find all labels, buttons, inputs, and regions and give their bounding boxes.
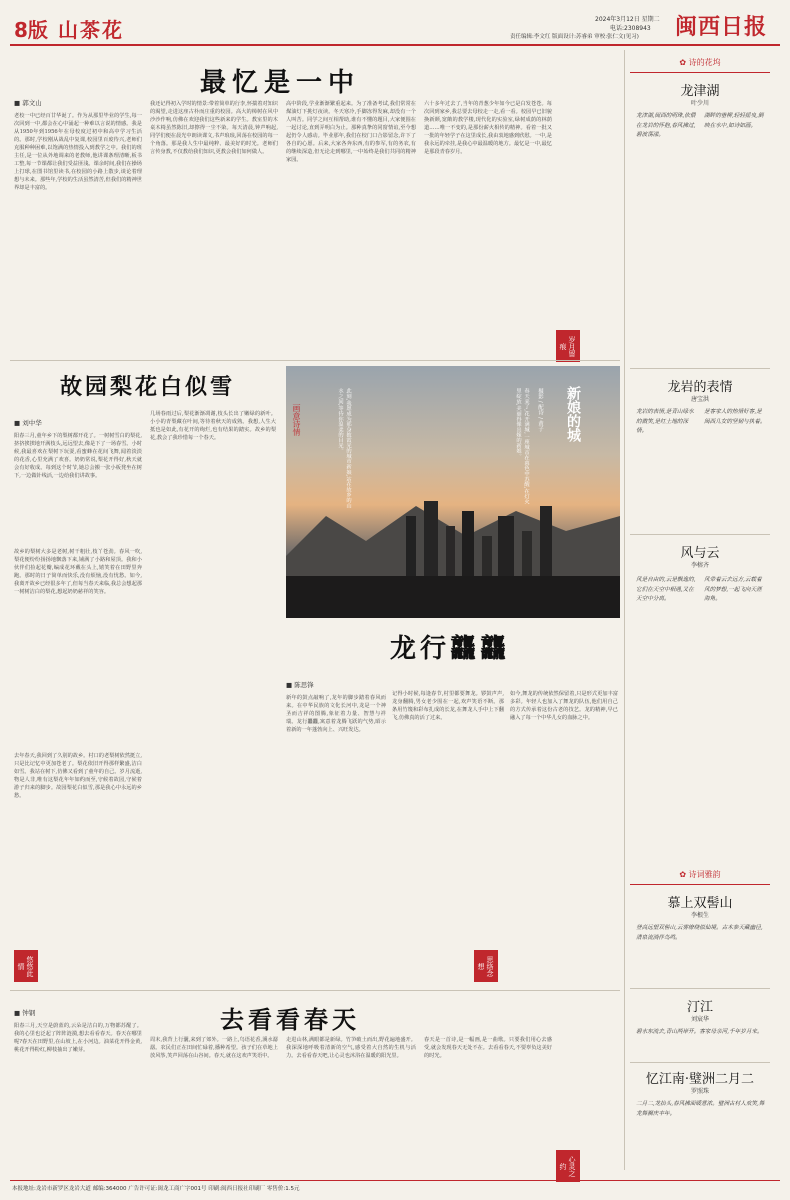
photo-credit: 摄影 / 配诗 / 黄子 xyxy=(537,388,543,432)
tag-thoughts: 思络念想 xyxy=(474,950,498,982)
pen-icon: ■ xyxy=(14,99,23,107)
right-header-classics-label: 诗词雅韵 xyxy=(688,870,721,879)
article4-author xyxy=(14,1008,35,1017)
poem5-title: 汀江 xyxy=(686,1000,713,1015)
poem6-title: 忆江南·璧洲二月二 xyxy=(645,1072,755,1087)
article3-author xyxy=(286,680,314,689)
divider-poem2 xyxy=(630,534,770,535)
article1-col1: 老校一中已经百廿华诞了。作为从那里毕业的学生,每一次回到一中,都会在心中涌起一种难以言说的情感。我是从1950年到1956年在母校度过初中和高中学习生活的。那时,学校刚从战乱中复课,校园里百废待兴,老师们克服种种困难,以饱满的热情投入到教学之中。我们的班主任,是一位从外地调来的老教师,他讲课条理清晰,板书工整,每一节课都让我们受益匪浅。课余时间,我们在操场上打球,在图书馆里读书,在校园的小路上散步,谈论着理想与未来。那些年,学校的生活虽然清苦,但我们的精神世界却是丰富的。 xyxy=(14,113,142,191)
page-header xyxy=(10,8,780,44)
right-header2-rule xyxy=(630,884,770,885)
tag-feelings: 悠悠此情 xyxy=(14,950,38,982)
poem1-lines-b: 湖畔的垂柳,轻轻摇曳,倒映在水中,如诗如画。 xyxy=(704,113,764,129)
divider-poem4 xyxy=(630,988,770,989)
photo-title: 新娘的城 xyxy=(565,386,581,442)
poem2-lines-a: 龙岩的表情,是青山绿水的微笑,是红土地的深情。 xyxy=(636,409,694,434)
right-header-poems xyxy=(630,56,770,70)
poem3-author: 李榕齐 xyxy=(690,562,709,569)
article3-col1: 新年的鼓点敲响了,龙年的脚步踏着春风而来。在中华民族的文化长河中,龙是一个神圣而吉祥的图腾,象征着力量、智慧与祥瑞。龙行龘龘,寓意着龙腾飞跃的气势,昭示着新的一年蓬勃向上、兴旺发达。 xyxy=(286,695,386,733)
article2-col4: 几场春雨过后,梨花渐渐凋谢,枝头长出了嫩绿的新叶。小小的青梨藏在叶间,等待着秋天的成熟。我想,人生大抵也是如此,有花开的绚烂,也有结果的踏实。故乡的梨花,教会了我珍惜每一个春天。 xyxy=(150,411,276,441)
pen-icon: ■ xyxy=(14,419,23,427)
poem1-lines-a: 龙津湖,闽西的明珠,依偎在龙岩的怀抱,春风拂过,碧波荡漾。 xyxy=(636,113,696,138)
article2-title: 故园梨花白似雪 xyxy=(60,375,236,400)
article1-col3: 高中阶段,学业渐渐繁重起来。为了准备考试,我们常常在煤油灯下挑灯夜读。冬天寒冷,手脚冻得发麻,却没有一个人叫苦。同学之间互相帮助,谁有不懂的题目,大家便围在一起讨论,直到弄明白为止。那种真挚的同窗情谊,至今想起仍令人感动。毕业那年,我们在校门口合影留念,许下了各自的心愿。后来,大家各奔东西,有的参军,有的务农,有的继续深造,但无论走到哪里,一中始终是我们共同的精神家园。 xyxy=(286,101,416,163)
poem3-lines-b: 风带着云去远方,云载着风的梦想,一起飞向天涯海角。 xyxy=(704,577,762,602)
divider-poem5 xyxy=(630,1062,770,1063)
right-header-classics xyxy=(630,868,770,882)
article1-col2: 我还记得初入学时的情景:带着简单的行李,怀揣着对知识的渴望,走进这座古朴而庄重的校园。高大的樟树在风中沙沙作响,仿佛在欢迎我们这些新来的学生。教室里的木桌木椅虽然陈旧,却擦得一尘不染。每天清晨,钟声响起,同学们便在晨光中朗读课文,书声琅琅,回荡在校园的每一个角落。那是我人生中最纯粹、最美好的时光。老师们言传身教,不仅教给我们知识,更教会我们如何做人。 xyxy=(150,101,278,155)
article4-author-name: 钟钢 xyxy=(22,1009,36,1017)
poem5-lines: 碧水东流去,青山两岸开。客家母亲河,千年岁月来。 xyxy=(636,1029,763,1035)
pen-icon: ■ xyxy=(14,1009,23,1017)
poem3-lines-a: 风是自由的,云是飘逸的,它们在天空中相遇,又在天空中分离。 xyxy=(636,577,696,602)
article1-col4: 六十多年过去了,当年的青葱少年如今已是白发苍苍。每次回到家乡,我总要去母校走一走,看一看。校园早已旧貌换新颜,宽敞的教学楼,现代化的实验室,绿树成荫的林荫道……唯一不变的,是那份薪火相传的精神。看着一批又一批的年轻学子在这里成长,我由衷地感到欣慰。一中,是我永远的牵挂,是我心中最温暖的地方。最忆是一中,最忆是那段青春岁月。 xyxy=(424,101,552,155)
section-title: 山茶花 xyxy=(58,18,124,42)
photo-poem-right: 春天来了,花开满城,一座城市在暮色中苏醒,在灯火里绽放,美丽得像出嫁的新娘。 xyxy=(515,388,529,505)
divider-right-column xyxy=(624,50,625,1170)
tag-soul: 心灵之约 xyxy=(556,1150,580,1182)
right-header-poems-label: 诗的花坞 xyxy=(688,58,721,67)
photo-tag: 画意诗情 xyxy=(292,404,301,436)
right-header1-rule xyxy=(630,72,770,73)
article2-col2: 故乡的梨树大多是老树,树干粗壮,枝丫苍劲。春风一吹,梨花便纷纷扬扬地飘落下来,铺满了小路和屋顶。我和小伙伴们捡起花瓣,编成花环戴在头上,嬉笑着在田野里奔跑。那时的日子简单而快乐,没有烦恼,没有忧愁。如今,我离开故乡已经很多年了,但每当春天来临,我总会想起那一树树洁白的梨花,想起奶奶慈祥的笑容。 xyxy=(14,549,142,595)
tag-memories: 岁月留痕 xyxy=(556,330,580,362)
divider-article3 xyxy=(10,990,620,991)
city-photo xyxy=(286,366,620,618)
footer-text: 本报地址:龙岩市新罗区龙岩大道 邮编:364000 广告许可证:闽龙工商广字001号 印刷:闽西日报社印刷厂 零售价:1.5元 xyxy=(12,1186,300,1192)
article2-col3: 去年春天,我回到了久别的故乡。村口的老梨树依然挺立,只是比记忆中更加苍老了。梨花依旧开得那样繁盛,洁白如雪。我站在树下,仿佛又看到了童年的自己。岁月流逝,物是人非,唯有这梨花年年如约而至,守候着故园,守候着游子归来的脚步。故园梨花白似雪,那是我心中永远的乡愁。 xyxy=(14,753,142,799)
poem3-title: 风与云 xyxy=(680,546,720,561)
poem2-title: 龙岩的表情 xyxy=(667,380,733,395)
article4-title: 去看看春天 xyxy=(220,1006,360,1034)
poem6-author: 罗照珠 xyxy=(690,1088,709,1095)
poem2-author: 唐宝洪 xyxy=(690,396,709,403)
article2-author xyxy=(14,418,42,427)
article2-col1: 阳春三月,童年乡下的梨树都开花了。一树树雪白的梨花,挤挤挨挨地开满枝头,远远望去,像是下了一场春雪。小时候,我最喜欢在梨树下玩耍,看蜜蜂在花间飞舞,闻着淡淡的花香,心里充满了欢喜。奶奶常说,梨花开得好,秋天就会有好收成。每到这个时节,她总会搬一张小板凳坐在树下,一边做针线活,一边给我们讲故事。 xyxy=(14,433,142,479)
poem4-lines: 登高远望双髻山,云雾缭绕似仙境。古木参天藏幽径,清泉流淌伴鸟鸣。 xyxy=(636,925,763,941)
pen-icon: ■ xyxy=(286,681,295,689)
article3-col3: 如今,舞龙的传统依然保留着,只是形式更加丰富多彩。年轻人也加入了舞龙的队伍,他们用自己的方式传承着这份古老的技艺。龙的精神,早已融入了每一个中华儿女的血脉之中。 xyxy=(510,691,618,721)
article1-author-name: 郭文山 xyxy=(22,99,42,107)
article4-col1: 阳春三月,天空是蔚蓝的,云朵是洁白的,万物都苏醒了。我的心里也泛起了阵阵涟漪,想去看看春天。春天在哪里呢?春天在田野里,在山坡上,在小河边。油菜花开得金黄,桃花开得粉红,柳枝抽出了嫩芽。 xyxy=(14,1023,142,1053)
page-number: 8版 xyxy=(14,18,48,42)
editor-credits: 责任编辑:李文红 版面设计:苏睿弟 审校:张仁文(见习) xyxy=(510,34,639,40)
divider-article1 xyxy=(10,360,620,361)
article2-author-name: 刘中华 xyxy=(22,419,42,427)
poem5-author: 刘宸华 xyxy=(690,1016,709,1023)
issue-date: 2024年3月12日 星期二 xyxy=(595,16,660,23)
article3-author-name: 陈思锋 xyxy=(294,681,314,689)
divider-poem1 xyxy=(630,368,770,369)
article3-col2: 记得小时候,每逢春节,村里都要舞龙。锣鼓声声,龙身翻腾,男女老少围在一起,欢声笑语不断。那条用竹篾和彩布扎成的长龙,在舞龙人手中上下翻飞,仿佛真的活了过来。 xyxy=(392,691,504,721)
poem4-title: 慕上双髻山 xyxy=(667,896,733,911)
article1-author xyxy=(14,98,42,107)
phone-number: 电话:2308943 xyxy=(610,25,651,32)
article1-title: 最忆是一中 xyxy=(200,68,361,98)
header-rule xyxy=(10,44,780,46)
article4-col4: 春天是一首诗,是一幅画,是一曲歌。只要我们用心去感受,就会发现春天无处不在。去看看春天,不要辜负这美好的时光。 xyxy=(424,1037,552,1059)
article4-col2: 周末,我背上行囊,来到了郊外。一路上,鸟语花香,溪水潺潺。农民们正在田间忙碌着,播种希望。孩子们在草地上放风筝,笑声回荡在山谷间。春天,就在这欢声笑语中。 xyxy=(150,1037,278,1059)
flower-icon: ✿ xyxy=(679,870,689,879)
article4-col3: 走进山林,满眼都是新绿。竹笋破土而出,野花遍地盛开。我深深地呼吸着清新的空气,感受着大自然的生机与活力。去看看春天吧,让心灵也沐浴在温暖的阳光里。 xyxy=(286,1037,416,1059)
article3-title: 龙行龘龘 xyxy=(390,634,511,664)
footer-rule xyxy=(10,1180,780,1181)
photo-poem-left: 此刻,我愿成为那身披霞光的城市新娘,站在故乡的山水之间,等待你温柔的目光。 xyxy=(337,388,351,508)
poem1-author: 叶少川 xyxy=(690,100,709,107)
poem1-title: 龙津湖 xyxy=(680,84,720,99)
poem4-author: 李根生 xyxy=(690,912,709,919)
poem6-lines: 二月二,龙抬头,春风拂面暖意浓。璧洲古村人欢笑,舞龙舞狮庆丰年。 xyxy=(636,1101,765,1117)
flower-icon: ✿ xyxy=(679,58,689,67)
poem2-lines-b: 是客家人的热情好客,是闽西儿女的坚韧与执着。 xyxy=(704,409,766,425)
masthead-logo: 闽西日报 xyxy=(675,15,768,40)
